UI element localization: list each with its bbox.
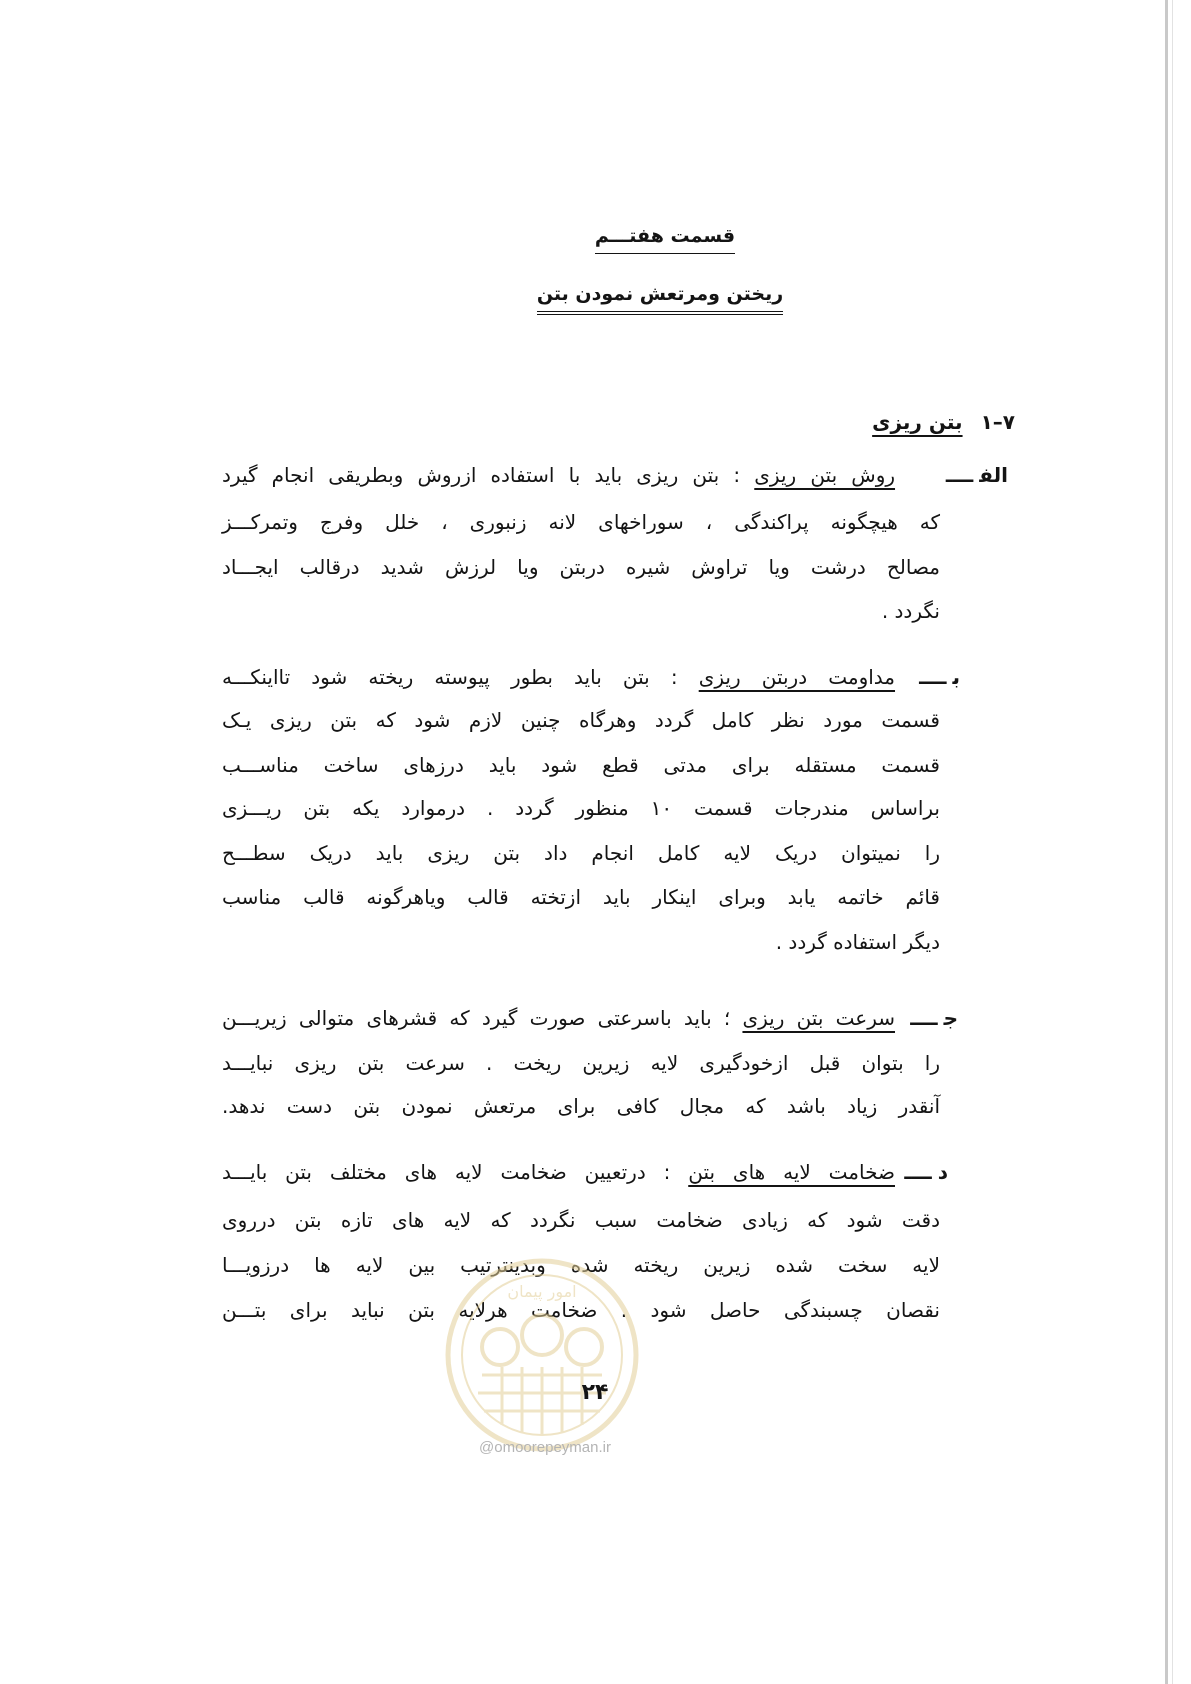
paragraph-line: لایه سخت شده زیرین ریخته شده وبدینترتیب بین لایه ها درزویـــا	[222, 1253, 940, 1277]
heading-colon: :	[663, 1160, 671, 1184]
paragraph-heading: سرعت بتن ریزی	[742, 1006, 895, 1030]
label-letter: الف	[979, 463, 1008, 487]
paragraph-line	[222, 657, 895, 697]
paragraph-lead: باید باسرعتی صورت گیرد که قشرهای متوالی زیریـــن	[222, 1006, 712, 1030]
label-separator: ــــ	[904, 1160, 932, 1184]
paragraph-label	[919, 657, 960, 697]
label-letter: ب	[952, 665, 960, 689]
paragraph-line	[222, 455, 895, 495]
paragraph-line: نگردد .	[881, 599, 940, 623]
paragraph-label	[904, 1152, 948, 1192]
paragraph-line: دقت شود که زیادی ضخامت سبب نگردد که لایه های تازه بتن درروی	[222, 1208, 940, 1232]
heading-colon: :	[733, 463, 741, 487]
paragraph-line: دیگر استفاده گردد .	[775, 930, 940, 954]
paragraph-line: قسمت مستقله برای مدتی قطع شود باید درزهای ساخت مناســـب	[222, 753, 940, 777]
label-separator: ــــ	[910, 1006, 938, 1030]
label-letter: ج	[943, 1006, 958, 1030]
label-separator: ــــ	[945, 463, 974, 487]
subtitle-block	[480, 280, 840, 315]
paragraph-heading: مداومت دربتن ریزی	[698, 665, 896, 689]
page-title: قسمت هفتـــم	[595, 222, 735, 254]
scan-edge-line	[1165, 0, 1168, 1684]
section-number: ۷–۱	[980, 410, 1015, 434]
paragraph-line	[222, 998, 895, 1038]
section-title: بتن ریزی	[872, 410, 963, 434]
paragraph-label	[946, 455, 1008, 495]
paragraph-line: براساس مندرجات قسمت ۱۰ منظور گردد . درموارد یکه بتن ریـــزی	[222, 796, 940, 820]
scan-edge-line	[1172, 0, 1173, 1684]
paragraph-line: را بتوان قبل ازخودگیری لایه زیرین ریخت . سرعت بتن ریزی نبایـــد	[222, 1051, 940, 1075]
paragraph-line	[222, 1152, 895, 1192]
watermark-site-text: @omoorepeyman.ir	[479, 1439, 611, 1456]
paragraph-lead: بتن باید بطور پیوسته ریخته شود تااینکـــه	[222, 665, 650, 689]
paragraph-lead: درتعیین ضخامت لایه های مختلف بتن بایـــد	[222, 1160, 646, 1184]
title-block	[560, 222, 770, 254]
watermark-logo	[442, 1255, 642, 1455]
label-separator: ــــ	[919, 665, 947, 689]
paragraph-heading: ضخامت لایه های بتن	[688, 1160, 895, 1184]
watermark-logo-text: امور پیمان	[507, 1282, 577, 1301]
paragraph-line: مصالح درشت ویا تراوش شیره دربتن ویا لرزش شدید درقالب ایجـــاد	[222, 555, 940, 579]
paragraph-line: نقصان چسبندگی حاصل شود . ضخامت هرلایه بتن نباید برای بتـــن	[222, 1298, 940, 1322]
section-heading	[872, 402, 1015, 442]
paragraph-label	[910, 998, 958, 1038]
paragraph-heading: روش بتن ریزی	[754, 463, 896, 487]
page-subtitle: ریختن ومرتعش نمودن بتن	[537, 280, 783, 315]
paragraph-line: که هیچگونه پراکندگی ، سوراخهای لانه زنبوری ، خلل وفرج وتمرکـــز	[222, 510, 940, 534]
paragraph-line: را نمیتوان دریک لایه کامل انجام داد بتن ریزی باید دریک سطـــح	[222, 841, 940, 865]
paragraph-line: آنقدر زیاد باشد که مجال کافی برای مرتعش نمودن بتن دست ندهد.	[222, 1094, 940, 1118]
heading-colon: ؛	[723, 1006, 731, 1030]
heading-colon: :	[670, 665, 678, 689]
paragraph-lead: بتن ریزی باید با استفاده ازروش وبطریقی انجام گیرد	[222, 463, 720, 487]
label-letter: د	[937, 1160, 948, 1184]
paragraph-line: قسمت مورد نظر کامل گردد وهرگاه چنین لازم شود که بتن ریزی یـک	[222, 708, 940, 732]
paragraph-line: قائم خاتمه یابد وبرای اینکار باید ازتخته قالب ویاهرگونه قالب مناسب	[222, 885, 940, 909]
page-number: ۲۴	[581, 1380, 609, 1405]
